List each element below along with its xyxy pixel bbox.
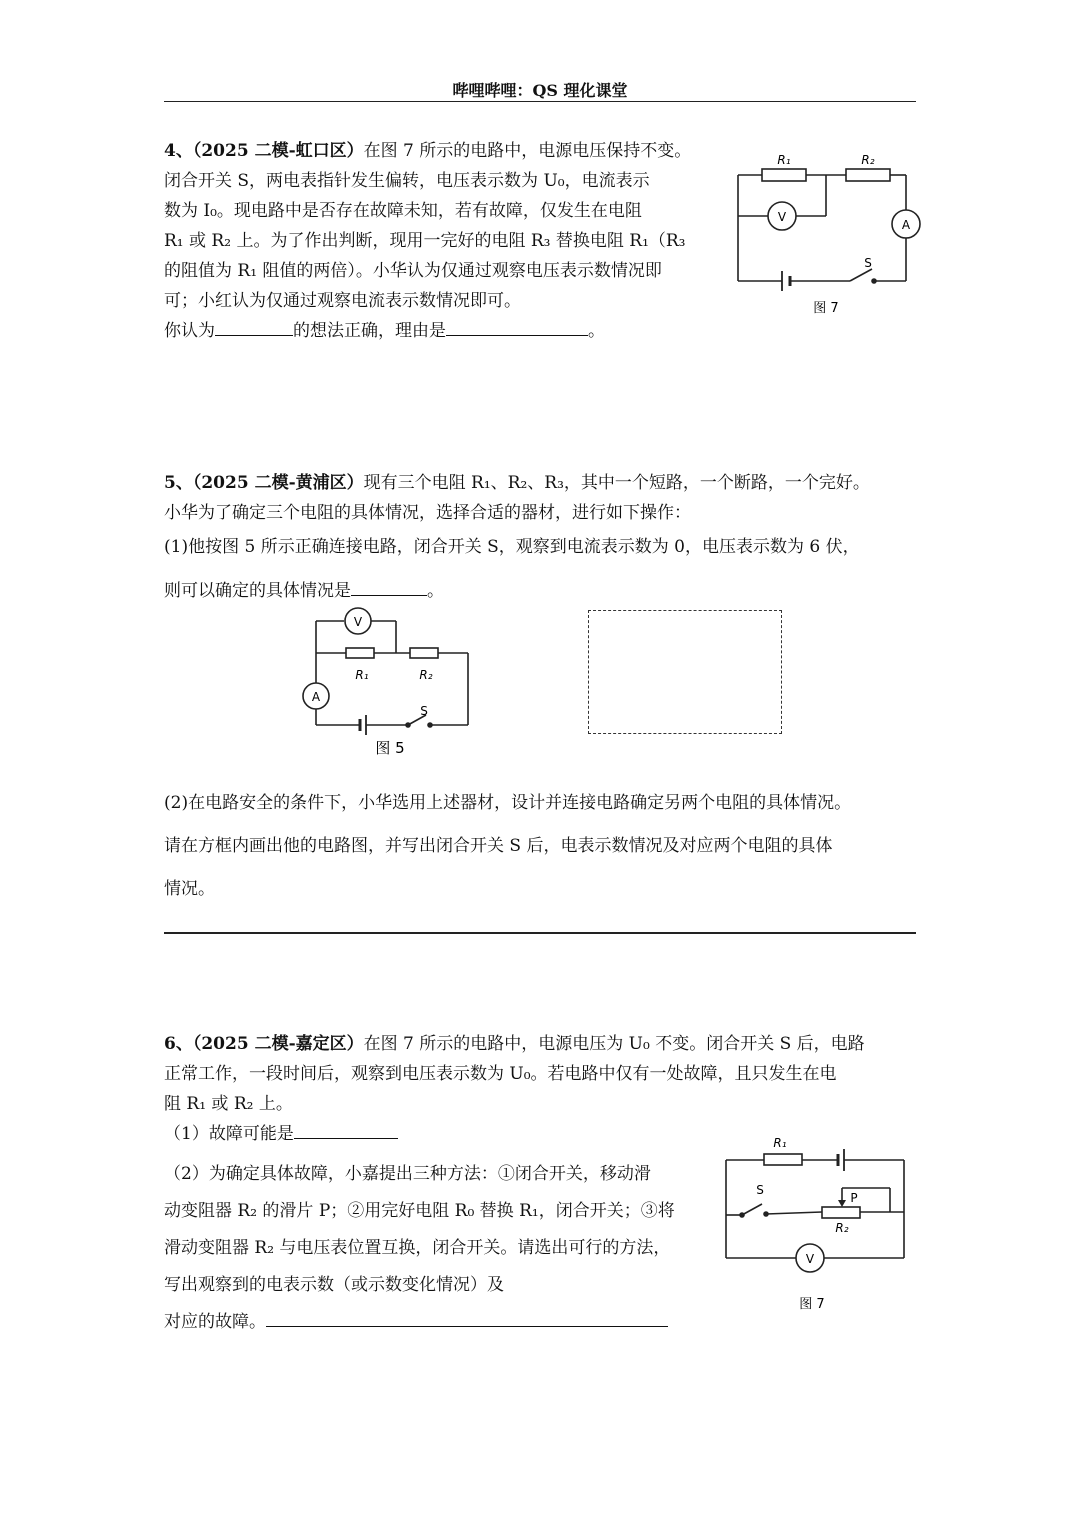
q5-line-2: 小华为了确定三个电阻的具体情况，选择合适的器材，进行如下操作： <box>164 503 691 523</box>
q4-line-2: 闭合开关 S，两电表指针发生偏转，电压表示数为 U₀，电流表示 <box>164 171 650 191</box>
q6-part2-line-2: 动变阻器 R₂ 的滑片 P；②用完好电阻 R₀ 替换 R₁，闭合开关；③将 <box>164 1201 675 1221</box>
q5-blank-1[interactable] <box>351 577 427 596</box>
q4-label-v: V <box>777 210 787 224</box>
q4-number: 4、 <box>164 141 193 161</box>
q5-label-r1: R₁ <box>355 668 369 682</box>
question-5-part-2 <box>164 782 916 911</box>
q6-label-r1: R₁ <box>773 1136 787 1150</box>
q4-answer-end: 。 <box>588 321 605 341</box>
q6-slider-arrow <box>838 1200 846 1207</box>
q4-label-a: A <box>901 218 911 232</box>
q5-resistor-r1 <box>346 648 374 658</box>
q5-source: （2025 二模-黄浦区） <box>192 473 364 493</box>
q4-figure-caption: 图 7 <box>813 301 839 316</box>
question-5 <box>164 468 916 606</box>
q5-circuit-figure <box>300 605 480 765</box>
q4-blank-reason[interactable] <box>446 317 588 336</box>
q4-source: （2025 二模-虹口区） <box>192 141 364 161</box>
q4-label-s: S <box>864 256 872 270</box>
section-divider <box>164 932 916 934</box>
q6-part2-line-1: （2）为确定具体故障，小嘉提出三种方法：①闭合开关，移动滑 <box>164 1164 651 1184</box>
q5-drawing-box[interactable] <box>588 610 782 734</box>
q5-figure-caption: 图 5 <box>375 739 405 757</box>
q6-source: （2025 二模-嘉定区） <box>192 1034 364 1054</box>
q4-label-r2: R₂ <box>861 153 875 167</box>
q4-circuit-figure <box>730 145 930 325</box>
q6-part2-line-4: 写出观察到的电表示数（或示数变化情况）及 <box>164 1275 504 1295</box>
q6-label-s: S <box>756 1183 764 1197</box>
q5-line-3: (1)他按图 5 所示正确连接电路，闭合开关 S，观察到电流表示数为 0，电压表示数为 6 伏， <box>164 537 860 557</box>
q6-figure-caption: 图 7 <box>799 1297 825 1312</box>
q6-circuit-figure <box>720 1130 920 1320</box>
q6-line-1: 在图 7 所示的电路中，电源电压为 U₀ 不变。闭合开关 S 后，电路 <box>363 1034 865 1054</box>
q5-label-v: V <box>353 615 363 629</box>
q6-label-r2: R₂ <box>835 1221 849 1235</box>
q6-line-2: 正常工作，一段时间后，观察到电压表示数为 U₀。若电路中仅有一处故障，且只发生在电 <box>164 1064 837 1084</box>
q6-line-3: 阻 R₁ 或 R₂ 上。 <box>164 1094 293 1114</box>
q4-line-4: R₁ 或 R₂ 上。为了作出判断，现用一完好的电阻 R₃ 替换电阻 R₁（R₃ <box>164 231 686 251</box>
q5-part2-line-2: 请在方框内画出他的电路图，并写出闭合开关 S 后，电表示数情况及对应两个电阻的具体 <box>164 836 833 856</box>
q4-resistor-r2 <box>846 169 890 181</box>
q5-part2-line-1: (2)在电路安全的条件下，小华选用上述器材，设计并连接电路确定另两个电阻的具体情况。 <box>164 793 852 813</box>
q6-label-p: P <box>850 1191 858 1205</box>
page-header: 哔哩哔哩：QS 理化课堂 <box>452 81 628 100</box>
q4-line-6: 可；小红认为仅通过观察电流表示数情况即可。 <box>164 291 521 311</box>
q5-line-4-end: 。 <box>427 581 444 601</box>
q6-label-v: V <box>805 1252 815 1266</box>
q5-label-a: A <box>311 690 321 704</box>
q4-blank-person[interactable] <box>215 317 293 336</box>
q6-part2-line-3: 滑动变阻器 R₂ 与电压表位置互换，闭合开关。请选出可行的方法， <box>164 1238 671 1258</box>
q6-part2-line-5: 对应的故障。 <box>164 1312 266 1332</box>
question-6-part-2 <box>164 1156 724 1341</box>
q5-resistor-r2 <box>410 648 438 658</box>
q6-blank-answer[interactable] <box>266 1308 668 1327</box>
q6-resistor-r1 <box>764 1154 802 1165</box>
q4-line-1: 在图 7 所示的电路中，电源电压保持不变。 <box>363 141 692 161</box>
q6-part1: （1）故障可能是 <box>164 1124 294 1144</box>
q4-label-r1: R₁ <box>777 153 791 167</box>
question-4 <box>164 136 724 346</box>
q4-answer-prefix: 你认为 <box>164 321 215 341</box>
q4-resistor-r1 <box>762 169 806 181</box>
q5-label-s: S <box>420 704 428 718</box>
q4-line-3: 数为 I₀。现电路中是否存在故障未知，若有故障，仅发生在电阻 <box>164 201 642 221</box>
q5-line-4: 则可以确定的具体情况是 <box>164 581 351 601</box>
q5-label-r2: R₂ <box>419 668 433 682</box>
q5-part2-line-3: 情况。 <box>164 879 215 899</box>
q4-line-5: 的阻值为 R₁ 阻值的两倍）。小华认为仅通过观察电压表示数情况即 <box>164 261 662 281</box>
q5-line-1: 现有三个电阻 R₁、R₂、R₃，其中一个短路，一个断路，一个完好。 <box>363 473 870 493</box>
q6-rheostat-r2 <box>822 1207 860 1218</box>
q5-number: 5、 <box>164 473 193 493</box>
header-rule <box>164 101 916 102</box>
q6-number: 6、 <box>164 1034 193 1054</box>
q4-answer-mid: 的想法正确，理由是 <box>293 321 446 341</box>
q6-blank-fault[interactable] <box>294 1120 398 1139</box>
